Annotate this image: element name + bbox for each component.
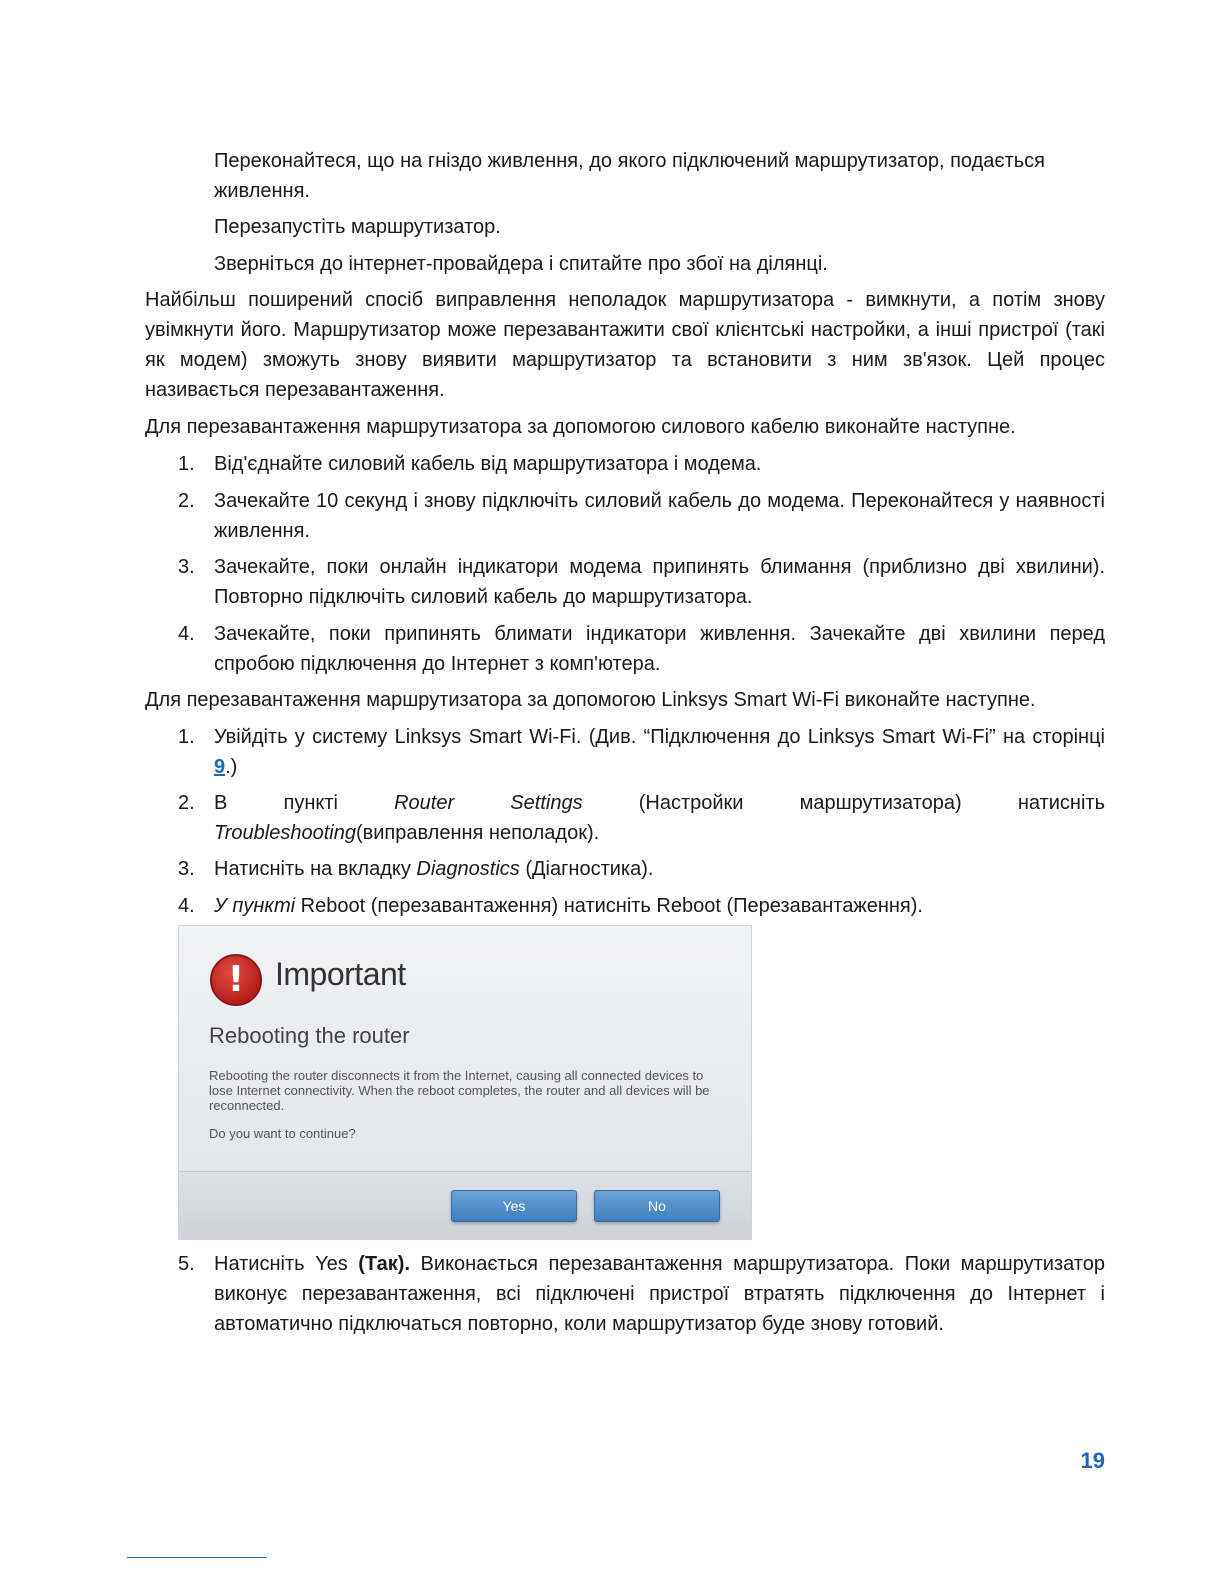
list1-num-2: 2. (178, 490, 195, 512)
list2-num-3: 3. (178, 858, 195, 880)
list2-item-4: У пункті Reboot (перезавантаження) натисніть Reboot (Перезавантаження). (214, 895, 923, 917)
footer-line (127, 1557, 267, 1558)
dialog-title: Rebooting the router (209, 1023, 410, 1048)
list1-item-1: Від'єднайте силовий кабель від маршрутизатора і модема. (214, 453, 762, 475)
list2-num-2: 2. (178, 792, 195, 814)
paragraph-reboot-intro: Найбільш поширений спосіб виправлення неполадок маршрутизатора - вимкнути, а потім знову увімкнути його. Маршрутизатор може перезавантажити свої клієнтські настройки, а інші пристрої (такі як модем) зможуть знову виявити маршрутизатор та встановити з ним зв'язок. Цей процес називається перезавантаження. (145, 289, 1105, 401)
list1-num-3: 3. (178, 556, 195, 578)
warning-icon: ! (210, 954, 262, 1006)
no-button[interactable]: No (594, 1190, 720, 1222)
dialog-question: Do you want to continue? (209, 1126, 356, 1141)
intro-item-b: Перезапустіть маршрутизатор. (214, 216, 501, 238)
list2-item-5: Натисніть Yes (Так). Виконається перезавантаження маршрутизатора. Поки маршрутизатор виконує перезавантаження, всі підключені пристрої втратять підключення до Інтернет і автоматично підключаться повторно, коли маршрутизатор буде знову готовий. (214, 1253, 1105, 1335)
list2-num-4: 4. (178, 895, 195, 917)
paragraph-smart-wifi: Для перезавантаження маршрутизатора за допомогою Linksys Smart Wi-Fi виконайте наступне. (145, 689, 1036, 711)
intro-item-a: Переконайтеся, що на гніздо живлення, до якого підключений маршрутизатор, подається живлення. (214, 150, 1046, 202)
list2-item-2: В пункті Router Settings (Настройки маршрутизатора) натисніть Troubleshooting(виправлення неполадок). (214, 792, 1105, 844)
yes-button[interactable]: Yes (451, 1190, 577, 1222)
paragraph-power-cable: Для перезавантаження маршрутизатора за допомогою силового кабелю виконайте наступне. (145, 416, 1016, 438)
list1-item-2: Зачекайте 10 секунд і знову підключіть силовий кабель до модема. Переконайтеся у наявності живлення. (214, 490, 1105, 542)
list2-item-1: Увійдіть у систему Linksys Smart Wi-Fi. (Див. “Підключення до Linksys Smart Wi-Fi” на сторінці 9.) (214, 726, 1105, 778)
dialog-heading: Important (275, 956, 406, 992)
list1-num-4: 4. (178, 623, 195, 645)
reboot-dialog-screenshot (178, 925, 752, 1240)
list1-item-3: Зачекайте, поки онлайн індикатори модема припинять блимання (приблизно дві хвилини). Повторно підключіть силовий кабель до маршрутизатора. (214, 556, 1105, 608)
intro-item-c: Зверніться до інтернет-провайдера і спитайте про збої на ділянці. (214, 253, 828, 275)
list2-item-3: Натисніть на вкладку Diagnostics (Діагностика). (214, 858, 654, 880)
list1-num-1: 1. (178, 453, 195, 475)
page-link[interactable]: 9 (214, 756, 226, 778)
dialog-body: Rebooting the router disconnects it from the Internet, causing all connected devices to lose Internet connectivity. When the reboot completes, the router and all devices will be reconnected. (209, 1068, 710, 1113)
page-number: 19 (1080, 1448, 1105, 1473)
list2-num-5: 5. (178, 1253, 195, 1275)
list1-item-4: Зачекайте, поки припинять блимати індикатори живлення. Зачекайте дві хвилини перед спробою підключення до Інтернет з комп'ютера. (214, 623, 1105, 675)
list2-num-1: 1. (178, 726, 195, 748)
